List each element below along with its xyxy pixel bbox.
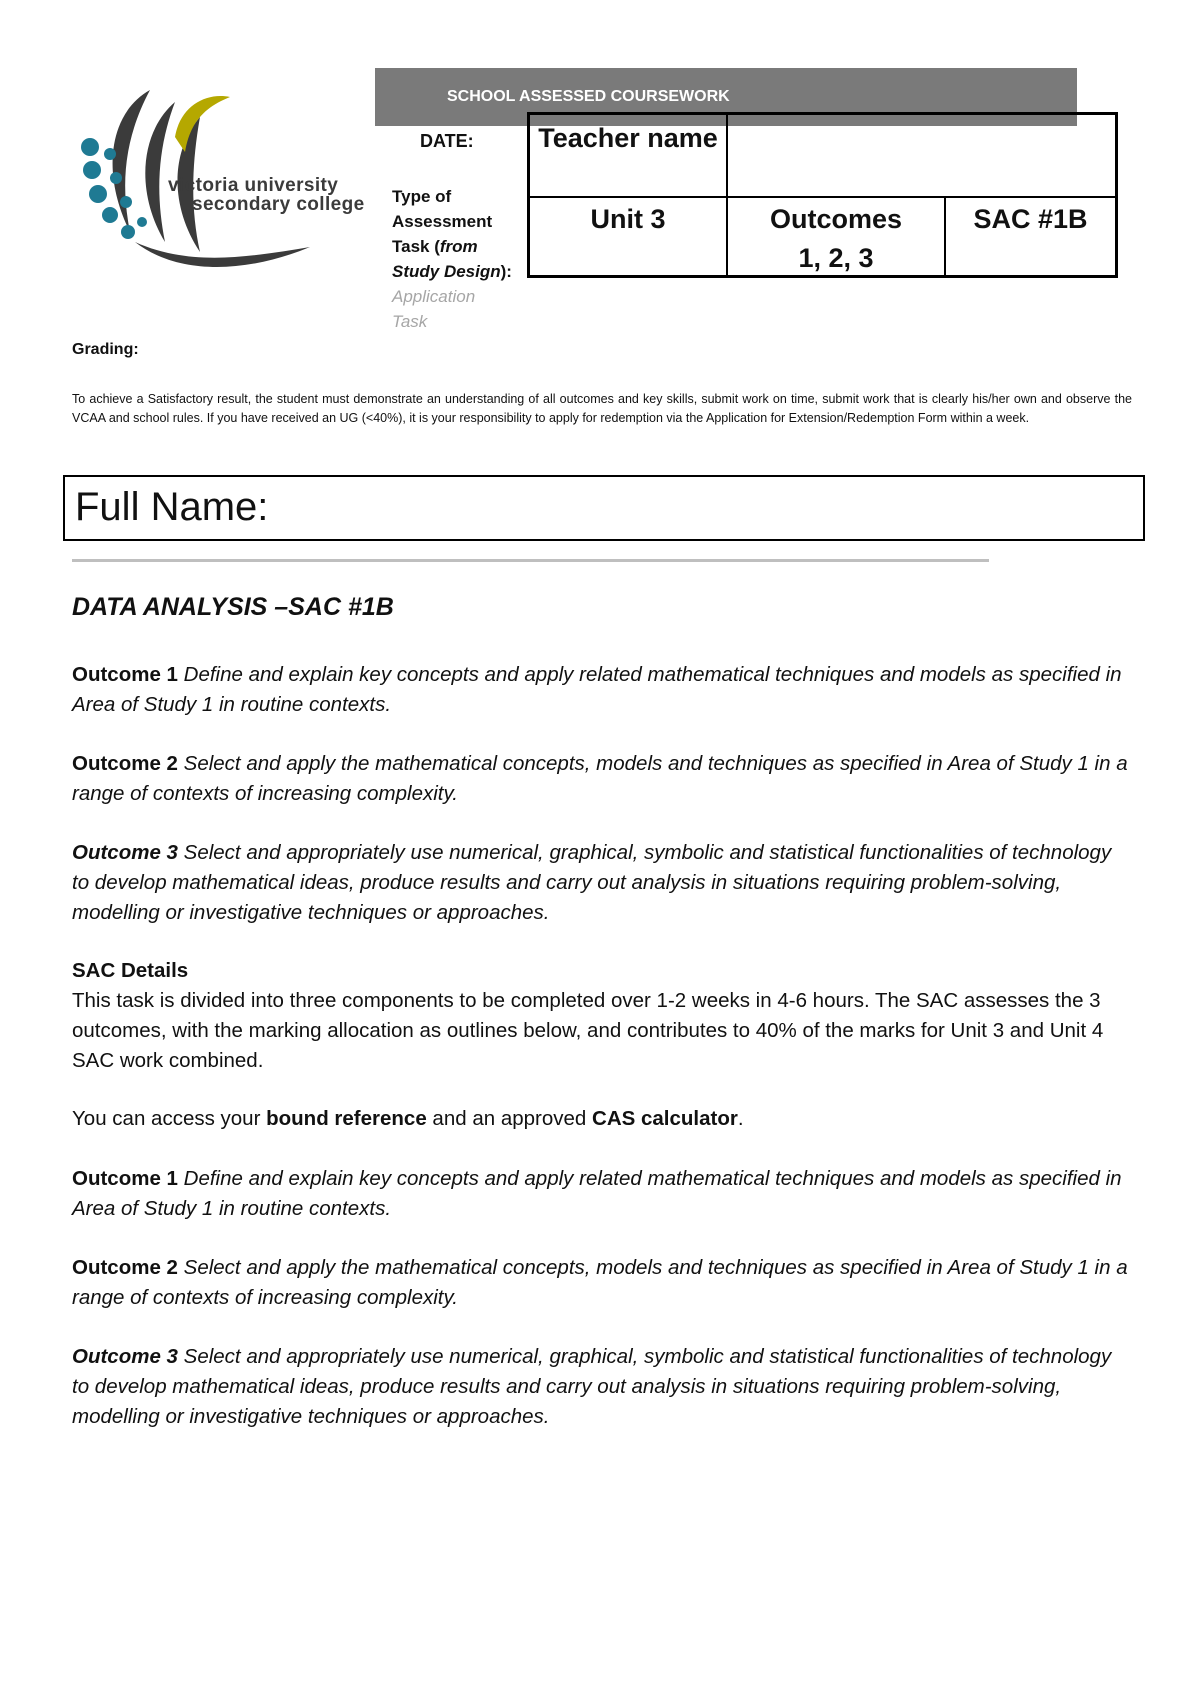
access-text-b: and an approved	[426, 1107, 593, 1130]
access-cas-calculator: CAS calculator	[592, 1107, 738, 1130]
logo-line-1: victoria university	[168, 175, 339, 196]
teacher-name-value-cell	[728, 115, 1115, 198]
divider	[72, 559, 989, 562]
outcome-1-paragraph	[72, 660, 1132, 720]
sac-details-text: This task is divided into three components to be completed over 1-2 weeks in 4-6 hours. The SAC assesses the 3 outcomes, with the marking allocation as outlines below, and contributes to 40% of the marks for Unit 3 and Unit 4 SAC work combined.	[72, 989, 1104, 1072]
outcome-2-text: Select and apply the mathematical concepts, models and techniques as specified in Area of Study 1 in a range of contexts of increasing complexity.	[72, 752, 1128, 805]
logo-wordmark	[168, 176, 378, 214]
outcome-2-paragraph	[72, 749, 1132, 809]
outcome-3-paragraph-repeat	[72, 1342, 1132, 1432]
outcome-1-label: Outcome 1	[72, 1167, 178, 1190]
type-label-close: ):	[500, 262, 512, 281]
outcomes-line-1: Outcomes	[769, 204, 903, 234]
teacher-name-cell: Teacher name	[530, 115, 728, 198]
assessment-type-label	[392, 184, 512, 334]
assessment-type-value: Application Task	[392, 287, 476, 331]
sac-cell: SAC #1B	[973, 204, 1088, 234]
sac-details-label: SAC Details	[72, 959, 189, 982]
grading-label: Grading:	[72, 341, 139, 358]
assessment-info-grid	[527, 112, 1118, 278]
outcome-2-label: Outcome 2	[72, 752, 178, 775]
outcome-1-label: Outcome 1	[72, 663, 178, 686]
logo-line-2: secondary college	[192, 194, 365, 215]
access-paragraph	[72, 1104, 1132, 1134]
outcome-1-text: Define and explain key concepts and apply related mathematical techniques and models as specified in Area of Study 1 in routine contexts.	[72, 663, 1122, 716]
grading-text: To achieve a Satisfactory result, the student must demonstrate an understanding of all outcomes and key skills, submit work on time, submit work that is clearly his/her own and observe the VCAA and school rules. If you have received an UG (<40%), it is your responsibility to apply for redemption via the Application for Extension/Redemption Form within a week.	[72, 392, 1132, 425]
outcomes-cell	[728, 198, 946, 275]
page-title: DATA ANALYSIS –SAC #1B	[72, 593, 394, 621]
outcome-3-text: Select and appropriately use numerical, graphical, symbolic and statistical functionalities of technology to develop mathematical ideas, produce results and carry out analysis in situations requiring problem-solving, modelling or investigative techniques or approaches.	[72, 841, 1112, 924]
outcome-2-paragraph-repeat	[72, 1253, 1132, 1313]
outcome-3-text: Select and appropriately use numerical, graphical, symbolic and statistical functionalities of technology to develop mathematical ideas, produce results and carry out analysis in situations requiring problem-solving, modelling or investigative techniques or approaches.	[72, 1345, 1112, 1428]
type-label-from: from Study Design	[392, 237, 501, 281]
full-name-field[interactable]	[63, 475, 1145, 541]
outcome-3-paragraph	[72, 838, 1132, 928]
type-label-text: Type of Assessment Task (	[392, 187, 493, 256]
outcome-3-label: Outcome 3	[72, 1345, 178, 1368]
access-text-a: You can access your	[72, 1107, 267, 1130]
outcome-1-text: Define and explain key concepts and apply related mathematical techniques and models as specified in Area of Study 1 in routine contexts.	[72, 1167, 1122, 1220]
date-label: DATE:	[420, 131, 474, 151]
access-bound-reference: bound reference	[266, 1107, 427, 1130]
outcome-1-paragraph-repeat	[72, 1164, 1132, 1224]
banner-title: SCHOOL ASSESSED COURSEWORK	[447, 88, 730, 105]
outcomes-line-2: 1, 2, 3	[798, 243, 874, 273]
outcome-2-label: Outcome 2	[72, 1256, 178, 1279]
full-name-label: Full Name:	[75, 485, 269, 529]
outcome-2-text: Select and apply the mathematical concepts, models and techniques as specified in Area of Study 1 in a range of contexts of increasing complexity.	[72, 1256, 1128, 1309]
access-text-c: .	[737, 1107, 744, 1130]
outcome-3-label: Outcome 3	[72, 841, 178, 864]
sac-details-section	[72, 956, 1132, 1076]
unit-cell: Unit 3	[530, 198, 728, 275]
